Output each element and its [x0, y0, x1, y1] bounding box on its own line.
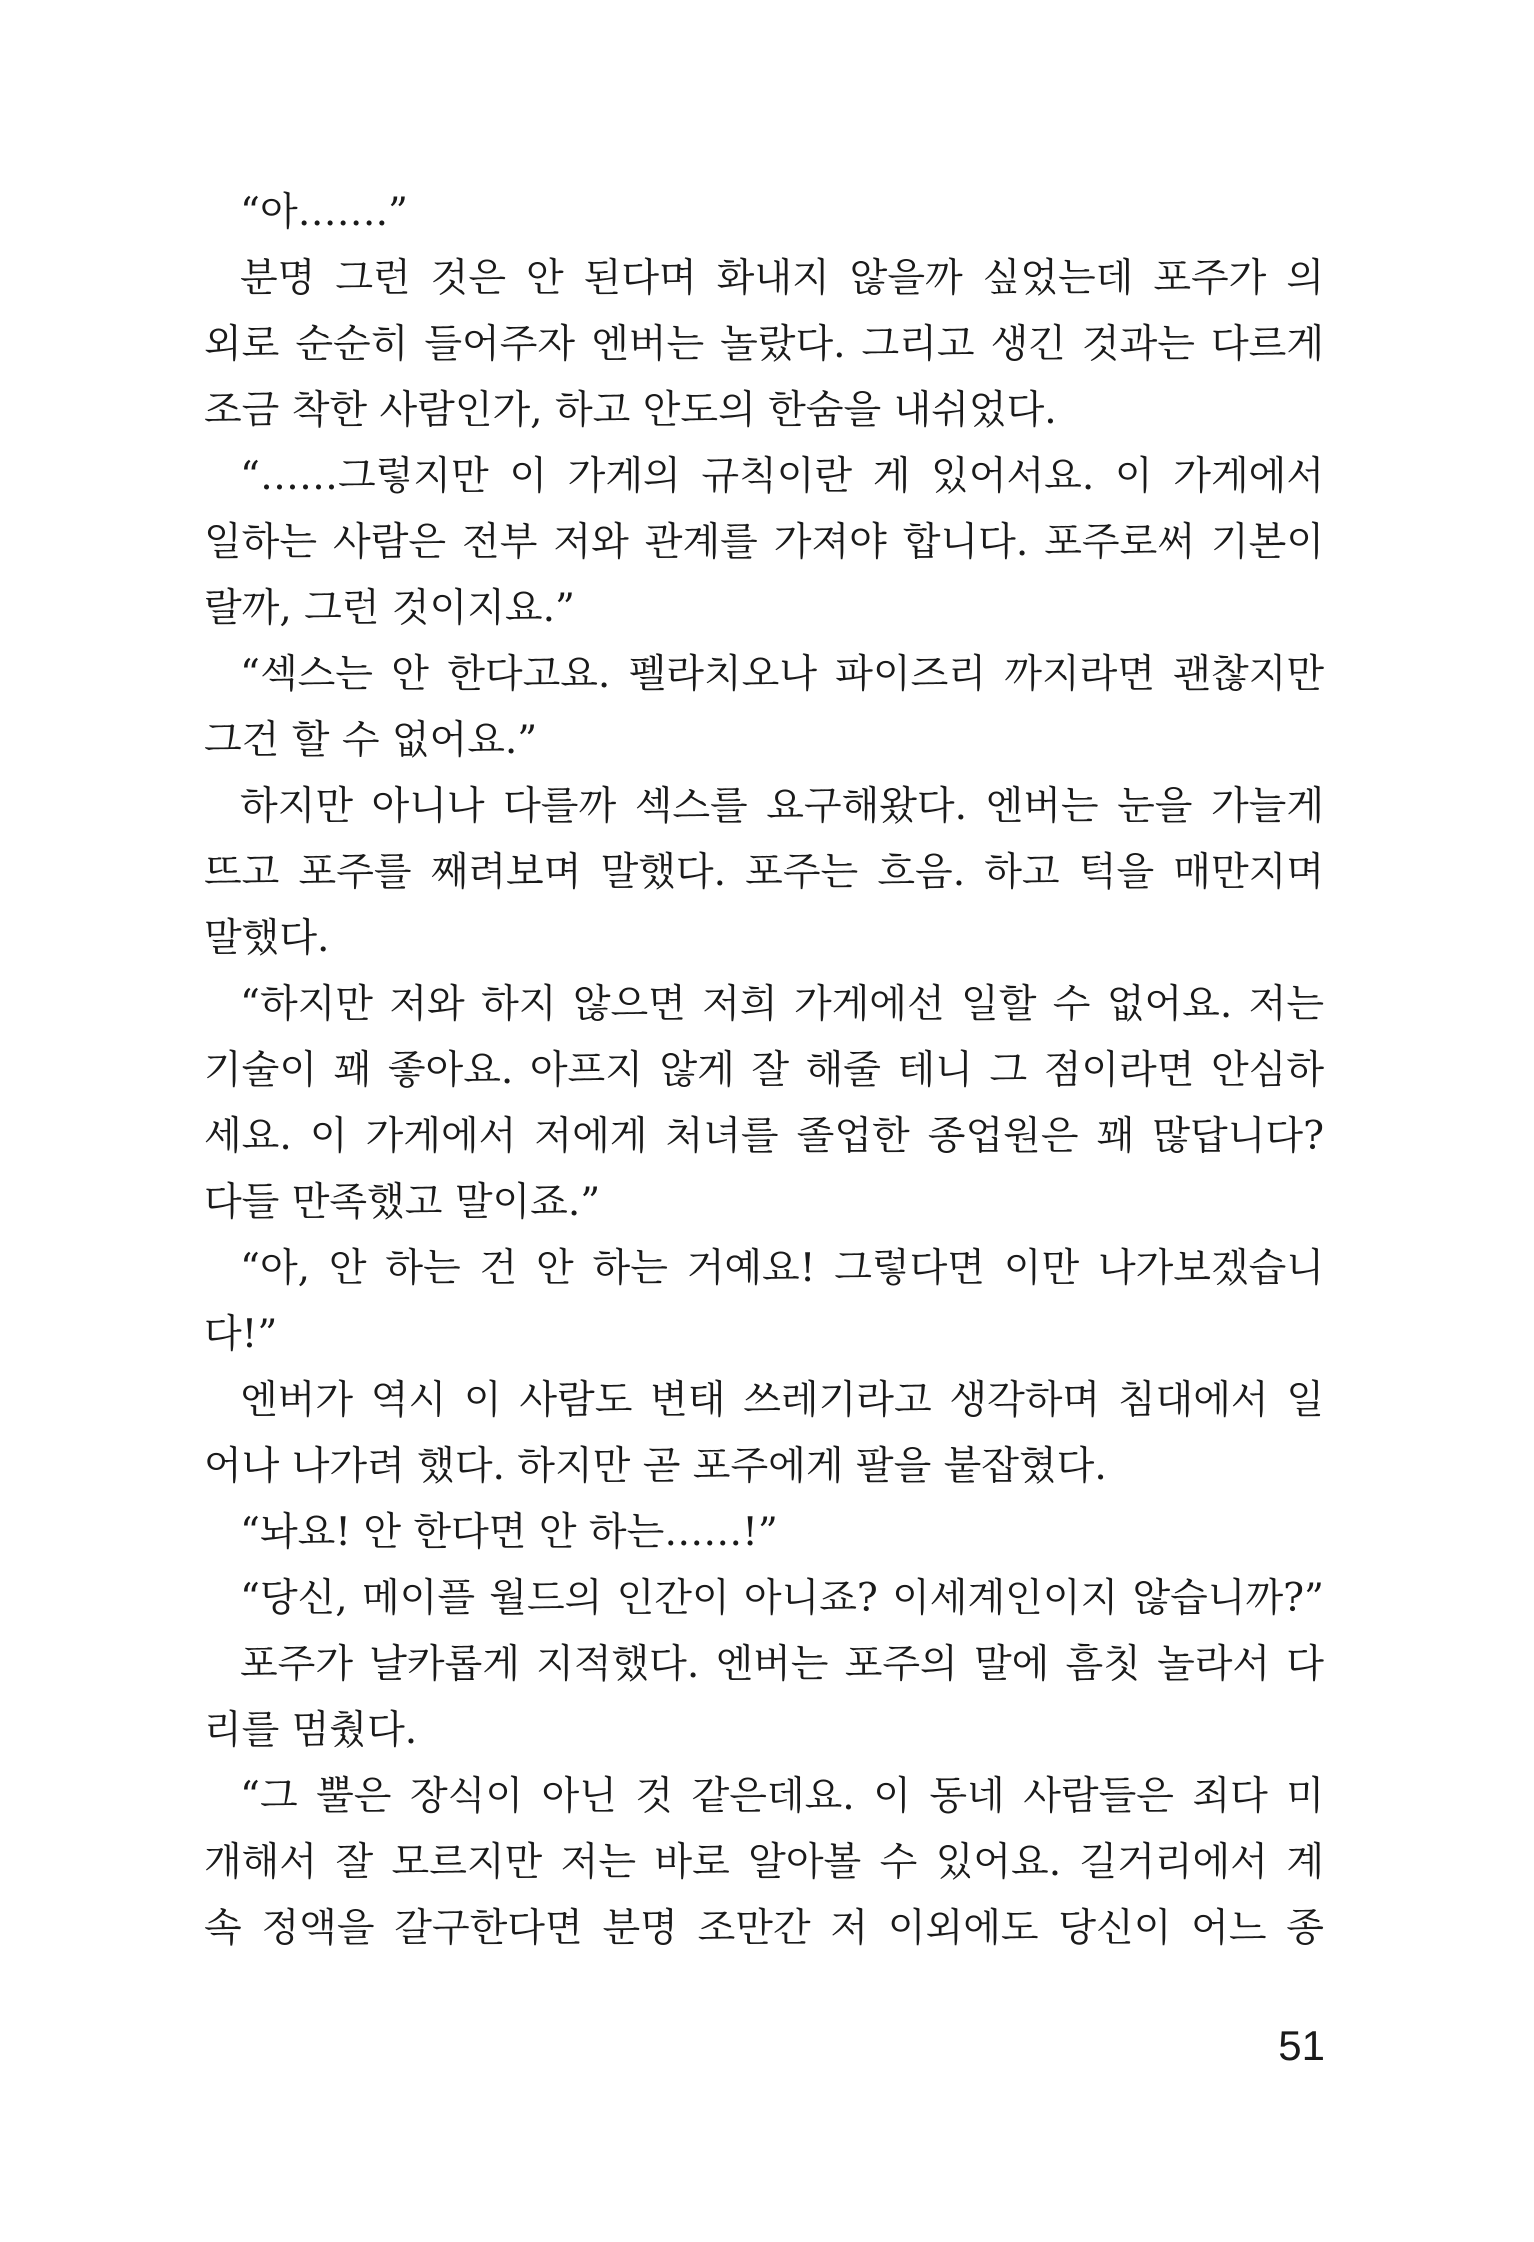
- text-line: “아…….”: [240, 190, 408, 235]
- text-line: “……그렇지만 이 가게의 규칙이란 게 있어서요. 이 가게에서: [240, 454, 1324, 499]
- text-line: 외로 순순히 들어주자 엔버는 놀랐다. 그리고 생긴 것과는 다르게: [204, 322, 1324, 367]
- text-line: 말했다.: [204, 916, 330, 961]
- page-body: [204, 180, 1324, 1962]
- text-line: “하지만 저와 하지 않으면 저희 가게에선 일할 수 없어요. 저는: [240, 982, 1324, 1027]
- text-line: 조금 착한 사람인가, 하고 안도의 한숨을 내쉬었다.: [204, 388, 1057, 433]
- text-line: “섹스는 안 한다고요. 펠라치오나 파이즈리 까지라면 괜찮지만: [240, 652, 1324, 697]
- text-line: 다들 만족했고 말이죠.”: [204, 1180, 601, 1225]
- text-line: 일하는 사람은 전부 저와 관계를 가져야 합니다. 포주로써 기본이: [204, 520, 1324, 565]
- text-line: 하지만 아니나 다를까 섹스를 요구해왔다. 엔버는 눈을 가늘게: [240, 784, 1324, 829]
- text-line: 리를 멈췄다.: [204, 1708, 418, 1753]
- text-line: 다!”: [204, 1312, 278, 1357]
- page-number: 51: [1278, 2022, 1325, 2069]
- text-line: 그건 할 수 없어요.”: [204, 718, 538, 763]
- text-line: 개해서 잘 모르지만 저는 바로 알아볼 수 있어요. 길거리에서 계: [204, 1840, 1324, 1885]
- text-line: 엔버가 역시 이 사람도 변태 쓰레기라고 생각하며 침대에서 일: [240, 1378, 1324, 1423]
- text-line: 기술이 꽤 좋아요. 아프지 않게 잘 해줄 테니 그 점이라면 안심하: [204, 1048, 1324, 1093]
- text-line: “아, 안 하는 건 안 하는 거예요! 그렇다면 이만 나가보겠습니: [240, 1246, 1324, 1291]
- text-line: 포주가 날카롭게 지적했다. 엔버는 포주의 말에 흠칫 놀라서 다: [240, 1642, 1324, 1687]
- text-line: 세요. 이 가게에서 저에게 처녀를 졸업한 종업원은 꽤 많답니다?: [204, 1114, 1324, 1159]
- text-line: 속 정액을 갈구한다면 분명 조만간 저 이외에도 당신이 어느 종: [204, 1906, 1324, 1951]
- text-line: 어나 나가려 했다. 하지만 곧 포주에게 팔을 붙잡혔다.: [204, 1444, 1107, 1489]
- text-line: 분명 그런 것은 안 된다며 화내지 않을까 싶었는데 포주가 의: [240, 256, 1324, 301]
- text-line: “당신, 메이플 월드의 인간이 아니죠? 이세계인이지 않습니까?”: [240, 1576, 1324, 1621]
- text-line: “그 뿔은 장식이 아닌 것 같은데요. 이 동네 사람들은 죄다 미: [240, 1774, 1324, 1819]
- text-line: 뜨고 포주를 째려보며 말했다. 포주는 흐음. 하고 턱을 매만지며: [204, 850, 1324, 895]
- text-line: “놔요! 안 한다면 안 하는……!”: [240, 1510, 778, 1555]
- text-line: 랄까, 그런 것이지요.”: [204, 586, 575, 631]
